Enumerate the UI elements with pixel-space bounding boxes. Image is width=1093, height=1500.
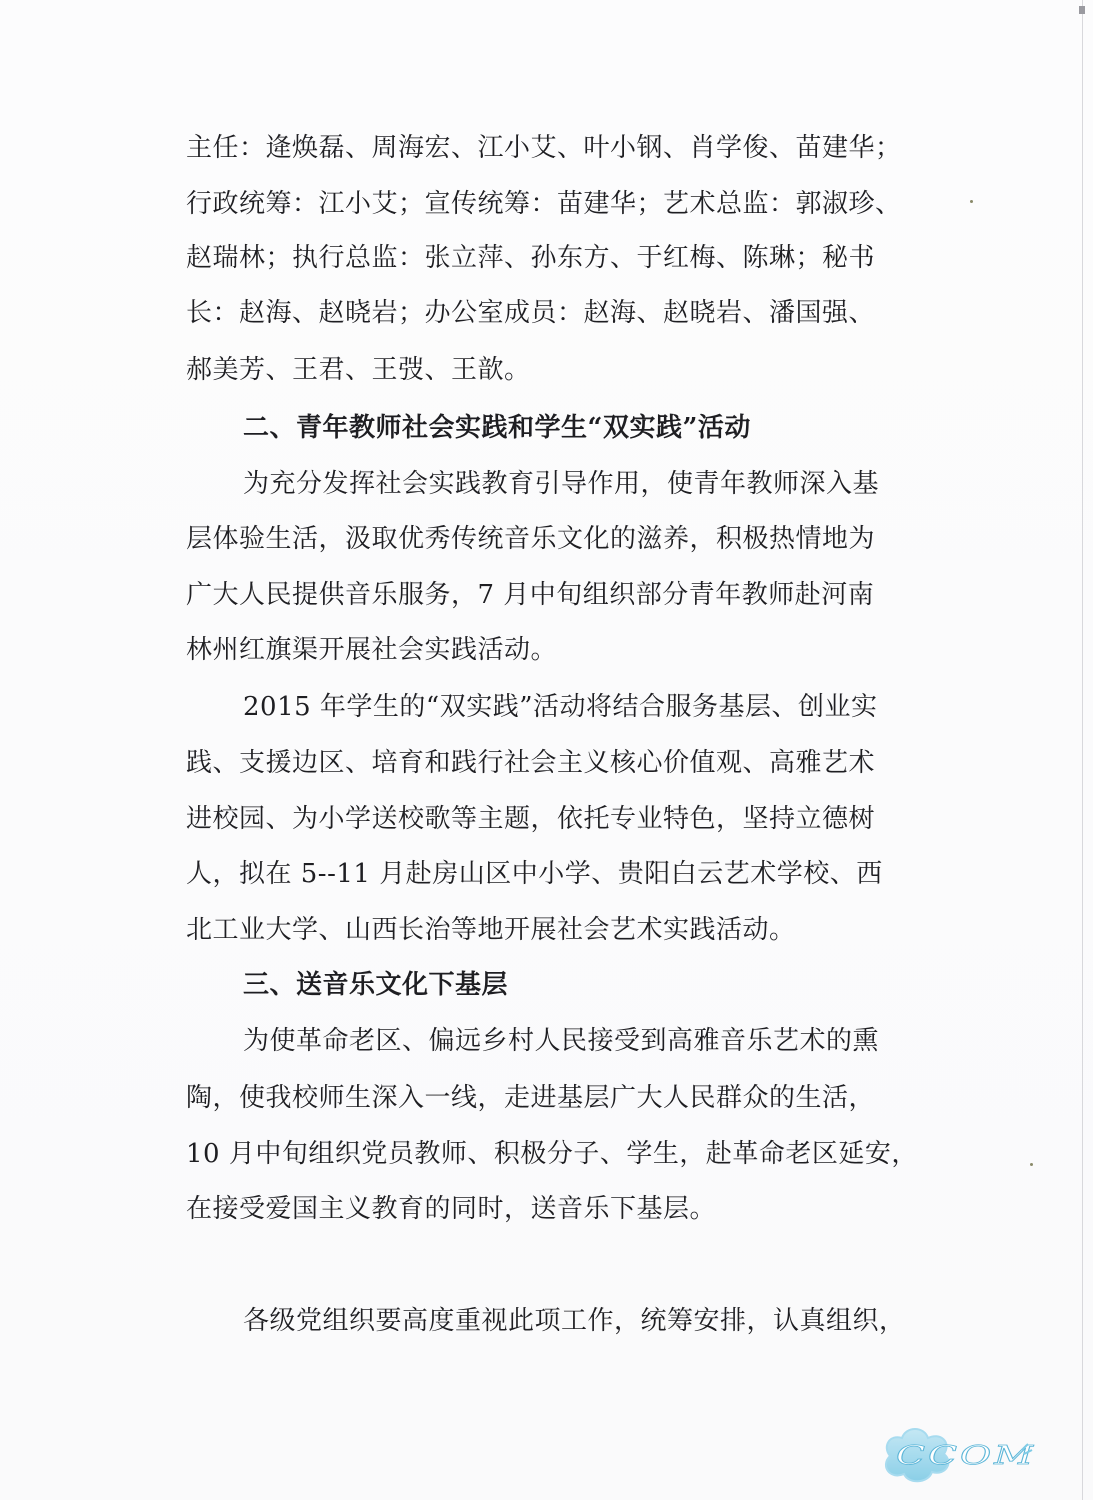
section-heading: 二、青年教师社会实践和学生“双实践”活动 [243,413,751,443]
committee-line: 主任：逄焕磊、周海宏、江小艾、叶小钢、肖学俊、苗建华； [186,133,902,163]
paragraph-line: 在接受爱国主义教育的同时，送音乐下基层。 [186,1194,717,1224]
scan-speck [1030,1163,1033,1166]
scan-speck [970,200,973,203]
paragraph-line: 层体验生活，汲取优秀传统音乐文化的滋养，积极热情地为 [186,524,876,554]
page-edge-line [1082,0,1083,1500]
committee-line: 长：赵海、赵晓岩；办公室成员：赵海、赵晓岩、潘国强、 [186,298,876,328]
ccom-logo-icon [872,1420,1042,1490]
paragraph-line: 陶，使我校师生深入一线，走进基层广大人民群众的生活， [186,1083,876,1113]
paragraph-line: 2015 年学生的“双实践”活动将结合服务基层、创业实 [243,692,878,722]
paragraph-line: 进校园、为小学送校歌等主题，依托专业特色，坚持立德树 [186,804,876,834]
paragraph-line: 林州红旗渠开展社会实践活动。 [186,635,558,665]
paragraph-line: 为充分发挥社会实践教育引导作用，使青年教师深入基 [243,469,880,499]
paragraph-line: 为使革命老区、偏远乡村人民接受到高雅音乐艺术的熏 [243,1026,880,1056]
closing-line: 各级党组织要高度重视此项工作，统筹安排，认真组织， [243,1306,906,1336]
section-heading: 三、送音乐文化下基层 [243,970,509,1000]
paragraph-line: 践、支援边区、培育和践行社会主义核心价值观、高雅艺术 [186,748,876,778]
committee-line: 赵瑞林；执行总监：张立萍、孙东方、于红梅、陈琳；秘书 [186,243,876,273]
paragraph-line: 10 月中旬组织党员教师、积极分子、学生，赴革命老区延安， [186,1139,918,1169]
paragraph-line: 广大人民提供音乐服务，7 月中旬组织部分青年教师赴河南 [186,580,875,610]
paragraph-line: 北工业大学、山西长治等地开展社会艺术实践活动。 [186,915,796,945]
page-edge-mark [1079,6,1085,14]
committee-line: 行政统筹：江小艾；宣传统筹：苗建华；艺术总监：郭淑珍、 [186,189,902,219]
watermark-text: CCOM [896,1441,1036,1471]
committee-line: 郝美芳、王君、王弢、王歆。 [186,355,531,385]
ccom-watermark-logo [872,1420,1042,1490]
paragraph-line: 人，拟在 5--11 月赴房山区中小学、贵阳白云艺术学校、西 [186,859,883,889]
